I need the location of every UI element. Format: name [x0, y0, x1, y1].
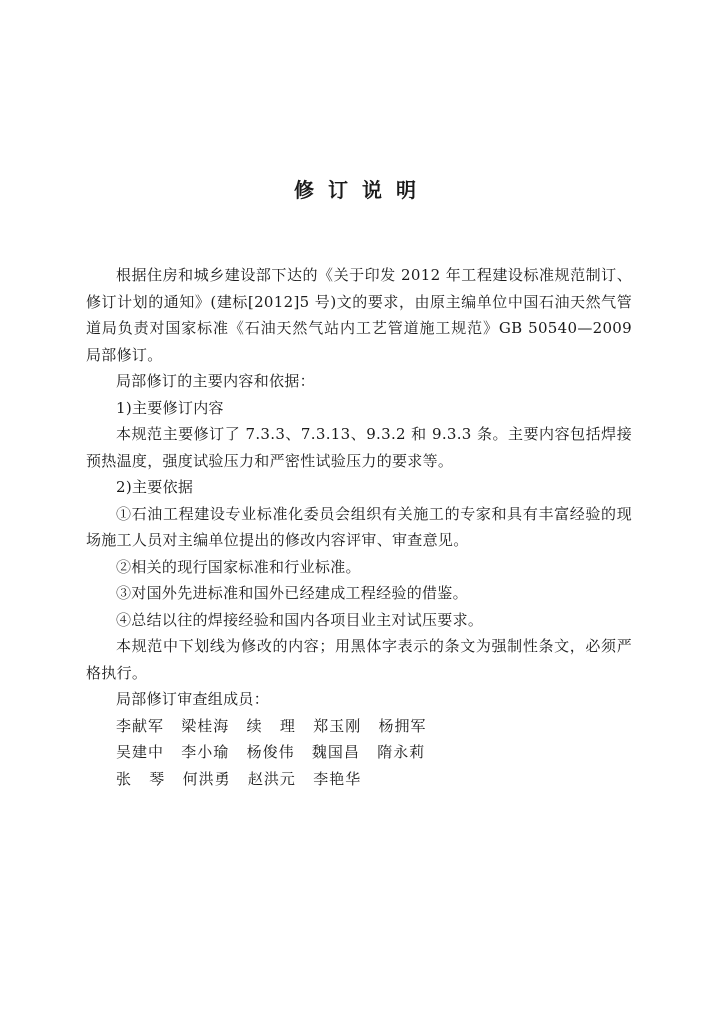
paragraph-basis-item-2: ②相关的现行国家标准和行业标准。: [116, 557, 361, 576]
paragraph-section-1-body: 本规范主要修订了 7.3.3、7.3.13、9.3.2 和 9.3.3 条。主要内容包括焊接预热温度，强度试验压力和严密性试验压力的要求等。: [86, 425, 632, 470]
paragraph-section-2-heading: 2)主要依据: [116, 478, 194, 496]
paragraph-basis-item-3: ③对国外先进标准和国外已经建成工程经验的借鉴。: [116, 584, 468, 602]
paragraph-basis-item-1: ①石油工程建设专业标准化委员会组织有关施工的专家和具有丰富经验的现场施工人员对主编单位提出的修改内容评审、审查意见。: [86, 504, 632, 549]
paragraph-revision-basis: 根据住房和城乡建设部下达的《关于印发 2012 年工程建设标准规范制订、修订计划的通知》(建标[2012]5 号)文的要求，由原主编单位中国石油天然气管道局负责对国家标准《石油天然气站内工艺管道施工规范》GB 50540—2009 局部修订。: [86, 266, 632, 364]
review-members-row-2: 吴建中 李小瑜 杨俊伟 魏国昌 隋永莉: [116, 743, 426, 761]
review-members-row-1: 李献军 梁桂海 续 理 郑玉刚 杨拥军: [116, 716, 427, 735]
document-title: 修订说明: [294, 178, 430, 202]
document-body: [86, 262, 632, 792]
paragraph-review-group-heading: 局部修订审查组成员：: [116, 690, 270, 708]
paragraph-section-1-heading: 1)主要修订内容: [116, 398, 224, 417]
review-members-row-3: 张 琴 何洪勇 赵洪元 李艳华: [116, 769, 362, 788]
paragraph-notation-note: 本规范中下划线为修改的内容；用黑体字表示的条文为强制性条文，必须严格执行。: [86, 637, 632, 682]
paragraph-basis-item-4: ④总结以往的焊接经验和国内各项目业主对试压要求。: [116, 610, 484, 629]
paragraph-main-content-heading: 局部修订的主要内容和依据：: [116, 372, 315, 390]
